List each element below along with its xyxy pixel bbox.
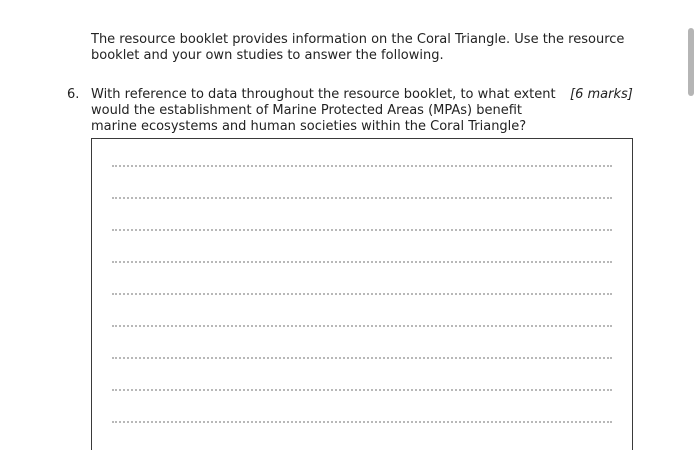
answer-line [112, 325, 612, 327]
answer-line [112, 229, 612, 231]
scrollbar-thumb[interactable] [688, 28, 694, 96]
scrollbar[interactable] [684, 0, 700, 450]
intro-line-2: booklet and your own studies to answer the following. [91, 48, 444, 63]
answer-line [112, 197, 612, 199]
intro-line-1: The resource booklet provides information on the Coral Triangle. Use the resource [91, 32, 625, 47]
answer-line [112, 261, 612, 263]
answer-box[interactable] [91, 138, 633, 450]
answer-line [112, 421, 612, 423]
question-line-3: marine ecosystems and human societies within the Coral Triangle? [91, 119, 527, 134]
answer-line [112, 389, 612, 391]
question-line-1: With reference to data throughout the resource booklet, to what extent [91, 87, 556, 102]
intro-text [91, 32, 651, 64]
question-number: 6. [67, 87, 80, 102]
answer-line [112, 165, 612, 167]
marks-label: [6 marks] [570, 87, 633, 102]
answer-line [112, 357, 612, 359]
answer-line [112, 293, 612, 295]
question-line-2: would the establishment of Marine Protected Areas (MPAs) benefit [91, 103, 523, 118]
question-text [91, 87, 561, 135]
